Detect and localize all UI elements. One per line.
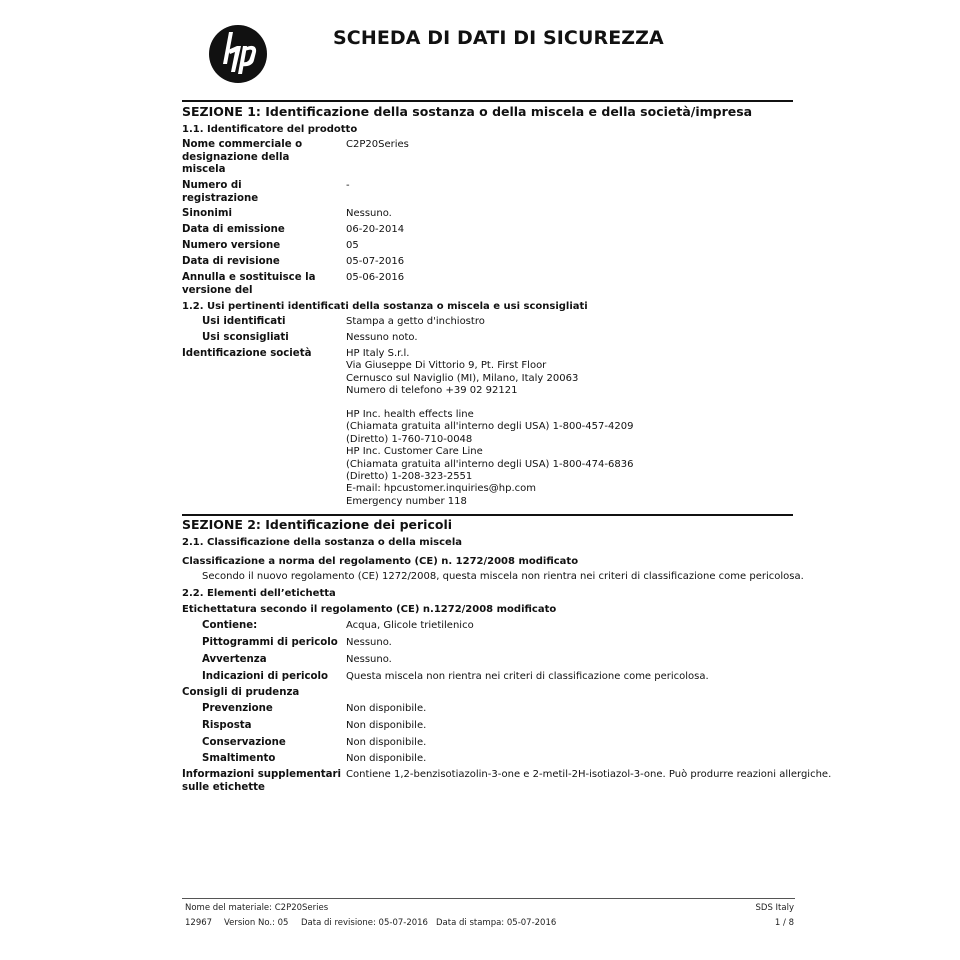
value-risposta: Non disponibile. [346, 720, 427, 731]
label-contiene: Contiene: [202, 620, 258, 631]
label-avvertenza: Avvertenza [202, 654, 267, 665]
value-nome-commerciale: C2P20Series [346, 139, 409, 150]
contact-line: (Diretto) 1-208-323-2551 [346, 471, 473, 483]
footer-version: Version No.: 05 [224, 918, 289, 928]
label-usi-identificati: Usi identificati [202, 316, 286, 327]
contact-line: Emergency number 118 [346, 495, 467, 507]
label-prevenzione: Prevenzione [202, 703, 273, 714]
footer-id: 12967 [185, 918, 213, 928]
label-identificazione-societa: Identificazione società [182, 348, 312, 359]
value-sinonimi: Nessuno. [346, 208, 392, 219]
footer-rule [182, 898, 795, 899]
footer-revision-date: Data di revisione: 05-07-2016 [301, 918, 428, 928]
footer-print-date: Data di stampa: 05-07-2016 [436, 918, 557, 928]
document-title: SCHEDA DI DATI DI SICUREZZA [333, 27, 664, 49]
section2-rule [182, 514, 793, 516]
company-contacts [346, 409, 633, 508]
contact-email: E-mail: hpcustomer.inquiries@hp.com [346, 483, 536, 495]
company-line: Numero di telefono +39 02 92121 [346, 385, 518, 397]
company-line: HP Italy S.r.l. [346, 348, 410, 359]
contact-line: (Chiamata gratuita all'interno degli USA) 1-800-457-4209 [346, 421, 634, 433]
contact-line: (Diretto) 1-760-710-0048 [346, 433, 473, 445]
value-pittogrammi: Nessuno. [346, 637, 392, 648]
footer-page-number: 1 / 8 [774, 918, 794, 928]
value-data-emissione: 06-20-2014 [346, 224, 405, 235]
value-prevenzione: Non disponibile. [346, 703, 427, 714]
value-avvertenza: Nessuno. [346, 654, 392, 665]
label-usi-sconsigliati: Usi sconsigliati [202, 332, 289, 343]
section2-sub1: 2.1. Classificazione della sostanza o della miscela [182, 537, 462, 548]
section2-sub-classification: Classificazione a norma del regolamento (CE) n. 1272/2008 modificato [182, 556, 579, 567]
company-line: Cernusco sul Naviglio (MI), Milano, Italy 20063 [346, 372, 579, 384]
value-numero-registrazione: - [346, 180, 350, 191]
section1-sub2: 1.2. Usi pertinenti identificati della sostanza o miscela e usi sconsigliati [182, 301, 588, 312]
section1-rule [182, 100, 793, 102]
contact-line: (Chiamata gratuita all'interno degli USA) 1-800-474-6836 [346, 458, 634, 470]
label-numero-versione: Numero versione [182, 240, 281, 251]
value-indicazioni-pericolo: Questa miscela non rientra nei criteri di classificazione come pericolosa. [346, 671, 709, 682]
value-usi-identificati: Stampa a getto d'inchiostro [346, 316, 485, 327]
label-sinonimi: Sinonimi [182, 208, 232, 219]
label-risposta: Risposta [202, 720, 252, 731]
section2-sub-labelling: Etichettatura secondo il regolamento (CE) n.1272/2008 modificato [182, 604, 557, 615]
value-usi-sconsigliati: Nessuno noto. [346, 332, 418, 343]
value-smaltimento: Non disponibile. [346, 753, 427, 764]
value-contiene: Acqua, Glicole trietilenico [346, 620, 474, 631]
label-data-emissione: Data di emissione [182, 224, 285, 235]
section1-heading: SEZIONE 1: Identificazione della sostanza o della miscela e della società/impresa [182, 104, 753, 119]
label-pittogrammi: Pittogrammi di pericolo [202, 637, 338, 648]
footer-material-name: Nome del materiale: C2P20Series [185, 903, 329, 913]
section2-sub2: 2.2. Elementi dell’etichetta [182, 588, 336, 599]
value-informazioni-supplementari: Contiene 1,2-benzisotiazolin-3-one e 2-metil-2H-isotiazol-3-one. Può produrre reazioni allergiche. [346, 769, 832, 780]
company-line: Via Giuseppe Di Vittorio 9, Pt. First Floor [346, 360, 547, 372]
company-address [346, 348, 578, 398]
label-consigli-prudenza: Consigli di prudenza [182, 687, 300, 698]
label-nome-commerciale: Nome commerciale o designazione della miscela [182, 139, 303, 175]
label-conservazione: Conservazione [202, 737, 286, 748]
label-indicazioni-pericolo: Indicazioni di pericolo [202, 671, 329, 682]
footer-region: SDS Italy [755, 903, 794, 913]
label-numero-registrazione: Numero di registrazione [182, 180, 259, 204]
section1-sub1: 1.1. Identificatore del prodotto [182, 124, 358, 135]
label-annulla-sostituisce: Annulla e sostituisce la versione del [182, 272, 316, 296]
hp-logo-icon [208, 24, 268, 84]
contact-line: HP Inc. health effects line [346, 409, 474, 420]
value-data-revisione: 05-07-2016 [346, 256, 405, 267]
value-annulla-sostituisce: 05-06-2016 [346, 272, 405, 283]
label-smaltimento: Smaltimento [202, 753, 276, 764]
value-numero-versione: 05 [346, 240, 359, 251]
contact-line: HP Inc. Customer Care Line [346, 446, 483, 458]
value-conservazione: Non disponibile. [346, 737, 427, 748]
section2-heading: SEZIONE 2: Identificazione dei pericoli [182, 517, 453, 532]
label-data-revisione: Data di revisione [182, 256, 280, 267]
label-informazioni-supplementari: Informazioni supplementari sulle etichette [182, 769, 342, 793]
classification-text: Secondo il nuovo regolamento (CE) 1272/2008, questa miscela non rientra nei criteri di classificazione come pericolosa. [202, 571, 804, 582]
